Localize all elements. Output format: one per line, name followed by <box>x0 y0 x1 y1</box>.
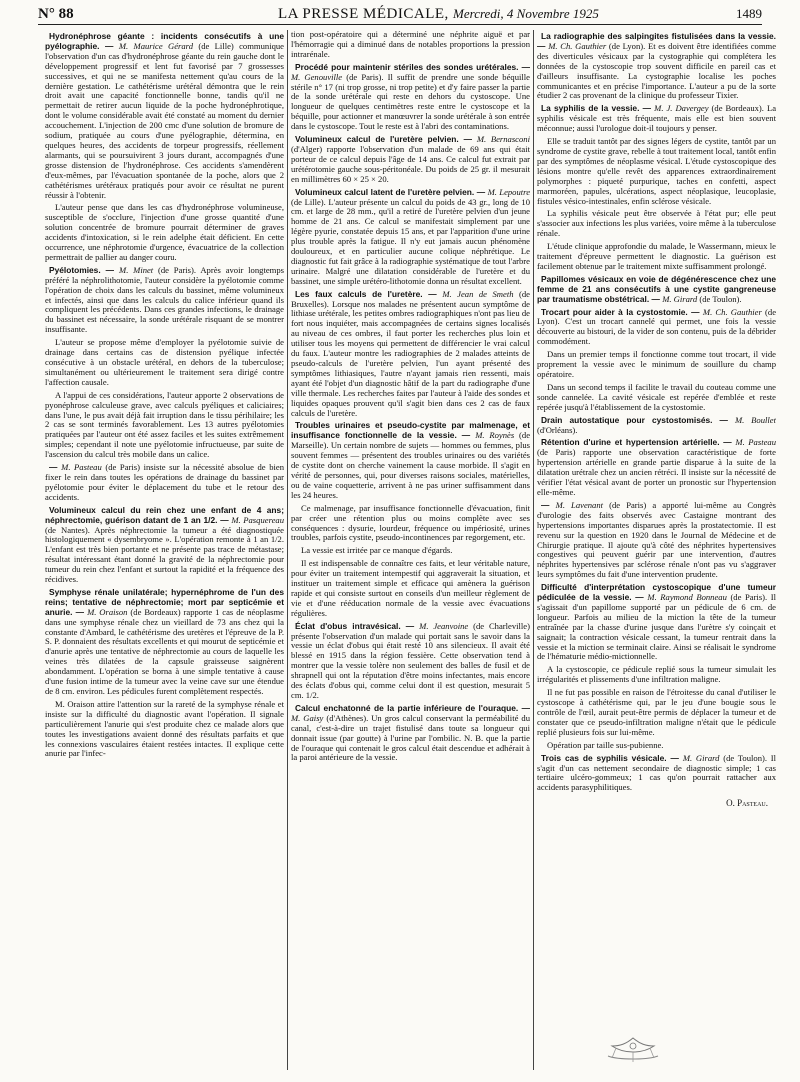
author-name: M. Pasquereau <box>231 514 284 525</box>
column-1 <box>45 30 284 1070</box>
column-divider-2 <box>533 30 534 1070</box>
section-paragraph <box>537 104 776 134</box>
author-name: M. Raymond Bonneau <box>647 592 727 603</box>
paragraph-text: L'étude clinique approfondie du malade, le Wassermann, mieux le traitement d'épreuve permettent le diagnostic. La guérison est facilement obtenue par le traitement mixte suffisamment prolongé. <box>537 241 776 271</box>
paragraph <box>291 504 530 544</box>
paragraph <box>537 137 776 206</box>
paragraph-text: (de Paris) rapporte une observation caractéristique de forte hypertension artérielle en grande partie disparue à la suite de la dilatation urétrale chez un ancien rétréci. Il insiste sur la nécessité de vérifier l'état vésical avant de porter un pronostic sur l'hypertension elle-même. <box>537 447 776 497</box>
author-name: M. Lepoutre <box>487 186 530 197</box>
paragraph-text: (de Bruxelles). Lorsque nos malades ne présentent aucun symptôme de lithiase urétérale, les petites ombres radiographiques n'ont pas lieu de fort nous inquiéter, mais accompagnées de certains signes localisés au niveau de ces ombres, il faut porter les recherches plus loin et utiliser tous les moyens qui permettent de différencier le vrai calcul du faux. L'auteur montre les radiographies de 2 malades atteints de pseudo-calculs de l'uretère pelvien, l'un ayant présenté des symptômes lithiasiques, l'autre n'ayant jamais rien ressenti, mais ayant été l'objet d'un diagnostic hâtif de la part du radiographe d'une ville thermale. Les recherches faites par l'auteur à l'aide des sondes et liquides opaques prouvent qu'il s'agit bien dans ces 2 cas de faux calculs de l'uretère. <box>291 288 530 418</box>
author-signature: O. Pasteau. <box>726 798 768 809</box>
paragraph <box>537 383 776 413</box>
paragraph-text: La syphilis vésicale peut être observée à l'état pur; elle peut s'associer aux infections les plus variées, voire même à la tuberculose rénale. <box>537 208 776 239</box>
author-name: M. Boullet <box>735 414 776 425</box>
section-paragraph <box>291 63 530 132</box>
paragraph <box>537 665 776 685</box>
section-heading: — <box>49 462 62 473</box>
paragraph-text: La vessie est irritée par ce manque d'égards. <box>301 545 453 556</box>
paragraph-text: (de Paris). Il suffit de prendre une sonde béquille stérile n° 17 (ni trop grosse, ni trop petite) et d'y faire passer la partie de la sonde urétérale qui reste en dehors du cystoscope. Une longueur de quelques centimètres reste entre le cystoscope et la béquille, pour actionner et manœuvrer la sonde urétérale à son entrée dans le cystoscope. Tout le reste est à l'abri des contaminations. <box>291 71 530 132</box>
paragraph-text: (de Lille) communique l'observation d'un cas d'hydronéphrose géante du rein gauche dont le développement progressif et lent fut favorisé par 7 grossesses successives, et qui ne se manifesta nettement qu'au cours de la dernière gestation. Le cathétérisme urétéral démontra que le rein droit avait une capacité fonctionnelle bonne, tandis qu'il ne permettait de retirer aucun liquide de la poche hydronéphrotique, dont le volume considérable avait été constaté au moment du dernier accouchement. L'injection de 200 cmc d'une solution de bromure de sodium, pratiquée au cours d'une pyélographie, détermina, en quelques heures, des accidents de torpeur progressifs, réellement alarmants, qui se poursuivirent 3 jours durant, accompagnés d'une grosse distension de l'hydronéphrose. Ces accidents s'amendèrent d'eux-mêmes, par l'évacuation spontanée de la poche, alors que 2 cathétérismes urétéraux pratiqués pour avoir ce résultat ne purent réussir à l'obtenir. <box>45 40 284 200</box>
paragraph-text: (de Lyon). Et es doivent être identifiées comme des diverticules vésicaux par la cystographie qui complétera les données de la cystoscopie trop souvent difficile en pareil cas et d'ailleurs insuffisante. La cystographie localise les poches communicantes et en précise l'importance. L'auteur a pu de la sorte étudier 2 cas provenant de la clinique du professeur Tixier. <box>537 40 776 101</box>
paragraph-text: (de Lille). L'auteur présente un calcul du poids de 43 gr., long de 10 cm. et large de 28 mm., qu'il a retiré de l'uretère pelvien d'un jeune homme de 21 ans. Ce calcul se manifestait simplement par une légère pyurie, constatée depuis 15 ans, et par l'apparition d'une urine plus trouble après la fatigue. Il n'y eut jamais aucun phénomène douloureux, et en particulier aucune colique néphrétique. Le diagnostic fut fait grâce à la radiographie systématique de tout l'arbre urinaire. Malgré une dilatation considérable de l'uretère et du bassinet, une simple urétéro-lithotomie donna un résultat excellent. <box>291 196 530 286</box>
paragraph <box>291 30 530 60</box>
paragraph-text: Il ne fut pas possible en raison de l'étroitesse du canal d'utiliser le cystoscope à cathétérisme qui, par le jeu d'une bougie sous le contrôle de l'œil, aurait peut-être permis de déplacer la tumeur et de constater que ce pseudo-infiltration maligne n'était que le pédicule replié plusieurs fois sur lui-même. <box>537 687 776 737</box>
section-paragraph <box>45 266 284 335</box>
author-name: M. Roynès <box>475 430 515 441</box>
paragraph <box>291 559 530 618</box>
author-name: M. Gaisy <box>291 712 324 723</box>
paragraph-text: (d'Orléans). <box>537 424 578 435</box>
paragraph <box>45 700 284 759</box>
paragraph-text: L'auteur pense que dans les cas d'hydronéphrose volumineuse, susceptible de s'occlure, l'injection d'une grosse quantité d'une solution concentrée de bromure pourrait déterminer de graves accidents d'intoxication, si le rein adelphe était déficient. En cette occurrence, une néphrotomie d'urgence, évacuatrice de la collection permettrait de pallier au danger couru. <box>45 202 284 262</box>
paragraph-text: Opération par taille sus-pubienne. <box>547 739 664 750</box>
section-heading: Symphyse rénale unilatérale; hypernéphrome de l'un des reins; tentative de néphrectomie; mort par septicémie et anurie. — <box>45 586 284 617</box>
author-name: M. Jean de Smeth <box>442 288 514 299</box>
page-number-right: 1489 <box>736 6 762 21</box>
author-name: M. Pasteau <box>61 462 102 473</box>
paragraph-text: tion post-opératoire qui a déterminé une néphrite aiguë et par l'hémorragie qui a diminué dans de notables proportions la pression intrarénale. <box>291 30 530 59</box>
section-heading: Hydronéphrose géante : incidents consécutifs à une pyélographie. — <box>45 31 284 51</box>
section-heading: Rétention d'urine et hypertension artérielle. — <box>541 437 736 448</box>
paragraph <box>45 338 284 388</box>
section-paragraph <box>45 32 284 200</box>
column-2 <box>291 30 530 1070</box>
section-paragraph <box>537 308 776 348</box>
paragraph-text: Dans un second temps il facilite le travail du couteau comme une sonde cannelée. La cavité vésicale est repérée d'emblée et reste repérée jusqu'à l'établissement de la cystostomie. <box>537 381 776 412</box>
paragraph-text: (de Paris) a apporté lui-même au Congrès d'urologie des faits observés avec Castaigne montrant des hypertensions importantes disparues après la prostatectomie. Il est revenu sur la question en 1920 dans le Journal de Médecine et de Chirurgie pratique. Il ajoute qu'à côté des néphrites hypertensives congestives qui peuvent guérir par une intervention, d'autres néphrites hypertensives par sclérose rénale n'ont pas vu s'aggraver leurs symptômes du fait d'une intervention prudente. <box>537 499 776 580</box>
section-paragraph <box>537 438 776 497</box>
issue-date: Mercredi, 4 Novembre 1925 <box>453 6 599 21</box>
paragraph-text: (de Lyon). C'est un trocart cannelé qui permet, une fois la vessie découverte au bistouri, de la vider de son contenu, puis de la débrider commodément. <box>537 306 776 347</box>
paragraph <box>537 741 776 751</box>
author-name: M. Genouville <box>291 71 343 82</box>
paragraph-text: A l'appui de ces considérations, l'auteur apporte 2 observations de pyonéphrose calculeuse grave, avec calculs pyéliques et caliciaires; dans l'une, le pus avait déjà fait irruption dans le tissu périhilaire; les 2 cas se sont terminés favorablement. Les 13 autres pyélotomies pratiquées par l'auteur ont été assez faciles et les suites extrêmement simples; cependant il note une pyélotomie infructueuse, par suite de l'ascension du calcul très mobile dans un calice. <box>45 389 284 460</box>
paragraph-text: (de Bordeaux) rapporte 1 cas de néoplasme dans une symphyse rénale chez un vieillard de 73 ans chez qui la constante d'Ambard, le cathétérisme des uretères et l'épreuve de la P. S. P. donnaient des résultats excellents et qui mourut de septicémie et d'anurie après une tentative de néphrectomie au cours de laquelle les veines très dilatées de la capsule graisseuse saignèrent abondamment. L'opération se borna à une simple tentative à cause d'une fusion intime de la tumeur avec la veine cave sur une étendue de 8 cm. environ. Les pédicules furent complètement respectés. <box>45 606 284 696</box>
author-name: M. Pasteau <box>735 437 776 448</box>
section-heading: Les faux calculs de l'uretère. — <box>295 288 443 299</box>
paragraph-text: (de Paris). Après avoir longtemps préféré la néphrolithotomie, l'auteur considère la pyélotomie comme l'opération de choix dans les calculs du bassinet, même volumineux et infectés, ainsi que dans les calculs du calice inférieur quand ils compliquent les précédents. Dans ces grandes infections, le drainage du bassinet est nécessaire, la sonde urétérale risquant de se montrer insuffisante. <box>45 264 284 335</box>
header-rule <box>38 24 762 25</box>
paragraph-text: Dans un premier temps il fonctionne comme tout trocart, il vide proprement la vessie avec le minimum de souillure du champ opératoire. <box>537 349 776 379</box>
section-heading: Volumineux calcul de l'uretère pelvien. — <box>295 134 477 145</box>
section-heading: Papillomes vésicaux en voie de dégénérescence chez une femme de 21 ans consécutifs à une cystite gangreneuse par traumatisme obstétrical. — <box>537 273 776 304</box>
section-paragraph <box>537 32 776 101</box>
section-heading: Troubles urinaires et pseudo-cystite par malmenage, et insuffisance fonctionnelle de la vessie. — <box>291 420 530 441</box>
section-heading: Pyélotomies. — <box>49 264 120 275</box>
bium-logo <box>598 1034 668 1078</box>
section-heading: Volumineux calcul du rein chez une enfant de 4 ans; néphrectomie, guérison datant de 1 an 1/2. — <box>45 504 284 525</box>
paragraph <box>45 203 284 262</box>
paragraph-text: (d'Athènes). Un gros calcul conservant la perméabilité du canal, c'est-à-dire un trajet fistulisé dans toute sa longueur qui donnait issue (par goutte) à l'urine par l'ombilic. N. B. que la partie de l'ouraque qui contenait le gros calcul était descendue et adhérait à la paroi antérieure de la vessie. <box>291 712 530 763</box>
paragraph-text: (de Toulon). Il s'agit d'un cas nettement secondaire de diagnostic simple; 1 cas tertiaire ulcéro-gommeux; 1 cas qu'on pourrait rattacher aux accidents parasyphilitiques. <box>537 752 776 793</box>
section-paragraph <box>537 754 776 794</box>
section-heading: Volumineux calcul latent de l'uretère pelvien. — <box>295 186 488 197</box>
paragraph <box>537 209 776 239</box>
paragraph-text: L'auteur se propose même d'employer la pyélotomie suivie de drainage dans certains cas de distension pyélique infectée consécutive à un obstacle urétéral, en dehors de la tuberculose; simultanément ou ultérieurement le traitement sera dirigé contre l'affection causale. <box>45 337 284 387</box>
author-name: M. Jeanvoine <box>419 620 469 631</box>
section-paragraph <box>537 416 776 436</box>
paragraph-text: (de Marseille). Un certain nombre de sujets — hommes ou femmes, plus souvent femmes — présentent des troubles urinaires ou des variétés de cystite dont on cherche vainement la cause morbide. Il s'agit en vérité de personnes, qui, pour diverses raisons sociales, matérielles, ou de vaine coquetterie, arrivent à ne pas uriner suffisamment dans les 24 heures. <box>291 430 530 500</box>
paragraph-text: Ce malmenage, par insuffisance fonctionnelle d'évacuation, finit par créer une rétention plus ou moins complète avec ses conséquences : dysurie, lourdeur, fréquence ou impériosité, urines troubles, parfois cystite, pseudo-incontinences par regorgement, etc. <box>291 502 530 543</box>
section-heading: Difficulté d'interprétation cystoscopique d'une tumeur pédiculée de la vessie. — <box>537 582 776 603</box>
section-heading: Calcul enchatonné de la partie inférieure de l'ouraque. — <box>295 702 530 713</box>
author-name: M. Girard <box>662 293 698 304</box>
column-3 <box>537 30 776 1070</box>
section-heading: Trois cas de syphilis vésicale. — <box>541 752 683 763</box>
paragraph-text: Elle se traduit tantôt par des signes légers de cystite, tantôt par un syndrome de cystite grave, rebelle à tout traitement local, tantôt enfin par des symptômes de néoplasme vésical. L'étude cystoscopique des lésions montre qu'elle revêt des apparences extraordinairement polymorphes : piqueté purpurique, taches en confetti, aspect marmoréen, papules, ulcérations, aspect néoplasique, leucoplasie, fistules vésico-intestinales, enfin sclérose vésicale. <box>537 136 776 206</box>
paragraph-text: (de Paris) insiste sur la nécessité absolue de bien fixer le rein dans toutes les opérations de drainage du bassinet par pyélotomie pour éviter le déplacement du tube et le retour des accidents. <box>45 462 284 502</box>
paragraph-text: (de Bordeaux). La syphilis vésicale est très fréquente, mais elle est bien souvent méconnue; aussi l'urologue doit-il toujours y penser. <box>537 103 776 134</box>
section-paragraph <box>45 506 284 585</box>
author-name: M. J. Davergey <box>654 103 709 114</box>
section-paragraph <box>537 501 776 580</box>
section-heading: La syphilis de la vessie. — <box>541 103 655 114</box>
section-paragraph <box>291 421 530 500</box>
paragraph-text: A la cystoscopie, ce pédicule replié sous la tumeur simulait les irrégularités et plissements d'une infiltration maligne. <box>537 664 776 685</box>
author-name: M. Maurice Gérard <box>118 40 193 51</box>
section-heading: Trocart pour aider à la cystostomie. — <box>541 306 703 317</box>
paragraph <box>291 546 530 556</box>
author-name: M. Ch. Gauthier <box>548 40 607 51</box>
section-paragraph <box>291 622 530 701</box>
section-paragraph <box>291 188 530 287</box>
paragraph-text: Il est indispensable de connaître ces faits, et leur véritable nature, pour éviter un traitement intempestif qui aggraverait la situation, et instituer un traitement simple et efficace qui amènera la guérison rapide et qui consiste surtout en conseils d'un meilleur règlement de vie et d'une rééducation normale de la vessie avec évacuations régulières. <box>291 558 530 618</box>
paragraph-text: (d'Alger) rapporte l'observation d'un malade de 69 ans qui était porteur de ce calcul depuis l'âge de 14 ans. Ce calcul fut extrait par urétérotomie gauche sous-péritonéale. Du poids de 25 gr. il mesurait en millimètres 60 × 25 × 20. <box>291 143 530 184</box>
author-name: M. Ch. Gauthier <box>702 306 762 317</box>
paragraph-text: (de Charleville) présente l'observation d'un malade qui portait sans le savoir dans la vessie un éclat d'obus qui était resté 10 ans silencieux. Il avait été blessé en 1915 dans la région fessière. Cette observation tend à montrer que la vessie tolère non seulement des balles de fusil et de shrapnell qui ont la réputation d'être moins infectantes, mais encore des éclats d'obus qui, comme celui dont il est question, mesurait 5 cm. 1/2. <box>291 620 530 700</box>
section-heading: Procédé pour maintenir stériles des sondes urétérales. — <box>295 61 530 72</box>
author-name: M. Minet <box>119 264 154 275</box>
journal-name: LA PRESSE MÉDICALE, <box>278 6 449 22</box>
section-heading: Éclat d'obus intravésical. — <box>295 620 420 631</box>
section-heading: — <box>541 499 556 510</box>
author-name: M. Bernasconi <box>476 134 530 145</box>
paragraph-text: (de Paris). Il s'agissait d'un papillome supporté par un pédicule de 6 cm. de longueur. Parfois au milieu de la miction la tête de la tumeur entraînée par la chasse d'urine jusque dans l'urètre s'y coinçait et saignait; la contraction vésicale cessant, la tumeur rentrait dans la vessie et la miction se terminait claire. Ainsi se réalisait le syndrome de l'hématurie médio-mictionnelle. <box>537 592 776 662</box>
section-paragraph <box>45 588 284 697</box>
author-name: M. Lavenant <box>555 499 604 510</box>
journal-title <box>278 6 599 23</box>
paragraph-text: (de Toulon). <box>697 293 742 304</box>
page-number: N° 88 <box>38 6 74 22</box>
section-paragraph <box>537 583 776 662</box>
paragraph-text: (de Nantes). Après néphrectomie la tumeur a été diagnostiquée histologiquement « dysembryome ». L'opération remonte à 1 an 1/2. L'enfant est très bien portante et ne présente pas trace de métastase; résultat intéressant étant donné la gravité de la néphrectomie pour tumeur du rein chez l'enfant et surtout la rapidité et la fréquence des récidives. <box>45 524 284 585</box>
author-name: M. Oraison <box>87 606 128 617</box>
section-heading: La radiographie des salpingites fistulisées dans la vessie. — <box>537 31 776 51</box>
paragraph <box>537 350 776 380</box>
section-paragraph <box>291 135 530 185</box>
section-paragraph <box>537 275 776 305</box>
paragraph <box>45 391 284 460</box>
column-divider-1 <box>287 30 288 1070</box>
section-paragraph <box>291 290 530 419</box>
section-heading: Drain autostatique pour cystostomisés. — <box>541 414 735 425</box>
section-paragraph <box>45 463 284 503</box>
author-name: M. Girard <box>682 752 720 763</box>
paragraph <box>537 688 776 738</box>
paragraph <box>537 242 776 272</box>
paragraph-text: M. Oraison attire l'attention sur la rareté de la symphyse rénale et insiste sur la difficulté du diagnostic avant l'opération. Il signale particulièrement l'anurie qui s'est produite chez ce malade alors que toutes les investigations avaient donné des résultats parfaits et que les connexions vasculaires étaient restées intactes. Il explique cette anurie par l'infec- <box>45 698 284 759</box>
section-paragraph <box>291 704 530 763</box>
